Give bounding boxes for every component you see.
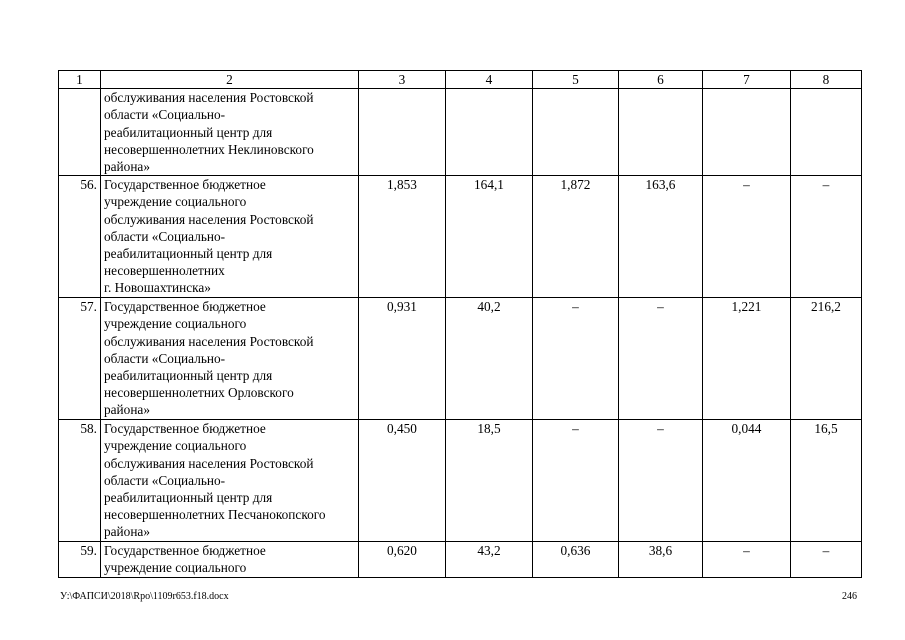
header-cell: 6 (619, 71, 703, 89)
table-row (59, 542, 862, 577)
name-line: несовершеннолетних (104, 263, 225, 279)
row-number: 58. (59, 420, 101, 542)
name-line: реабилитационный центр для (104, 124, 273, 140)
value-cell: – (791, 176, 862, 298)
name-line: реабилитационный центр для (104, 490, 273, 506)
header-cell: 5 (533, 71, 619, 89)
page-number: 246 (842, 591, 857, 602)
value-cell (791, 89, 862, 176)
row-number: 59. (59, 542, 101, 577)
value-cell: – (619, 420, 703, 542)
value-cell: – (533, 298, 619, 420)
value-cell: 0,931 (359, 298, 446, 420)
value-cell (533, 89, 619, 176)
name-line: несовершеннолетних Орловского (104, 385, 294, 401)
row-number (59, 89, 101, 176)
institution-name (101, 176, 359, 298)
value-cell: 40,2 (446, 298, 533, 420)
data-table (58, 70, 862, 578)
name-line: учреждение социального (104, 316, 247, 332)
name-line: района» (104, 524, 150, 540)
value-cell (703, 89, 791, 176)
name-line: несовершеннолетних Неклиновского (104, 141, 314, 157)
value-cell (446, 89, 533, 176)
value-cell: 1,221 (703, 298, 791, 420)
name-line: обслуживания населения Ростовской (104, 211, 314, 227)
name-line: области «Социально- (104, 472, 226, 488)
value-cell: – (619, 298, 703, 420)
header-cell: 8 (791, 71, 862, 89)
institution-name (101, 89, 359, 176)
value-cell: – (791, 542, 862, 577)
name-line: обслуживания населения Ростовской (104, 333, 314, 349)
value-cell: 38,6 (619, 542, 703, 577)
value-cell: 16,5 (791, 420, 862, 542)
value-cell: 164,1 (446, 176, 533, 298)
header-row (59, 71, 862, 89)
name-line: области «Социально- (104, 350, 226, 366)
value-cell: 1,853 (359, 176, 446, 298)
value-cell: 216,2 (791, 298, 862, 420)
value-cell: 18,5 (446, 420, 533, 542)
name-line: области «Социально- (104, 228, 226, 244)
table-row (59, 420, 862, 542)
name-line: учреждение социального (104, 438, 247, 454)
name-line: обслуживания населения Ростовской (104, 90, 314, 106)
name-line: обслуживания населения Ростовской (104, 455, 314, 471)
header-cell: 2 (101, 71, 359, 89)
value-cell: 43,2 (446, 542, 533, 577)
name-line: г. Новошахтинска» (104, 280, 211, 296)
row-number: 57. (59, 298, 101, 420)
header-cell: 4 (446, 71, 533, 89)
value-cell: 163,6 (619, 176, 703, 298)
value-cell: 0,044 (703, 420, 791, 542)
name-line: реабилитационный центр для (104, 368, 273, 384)
value-cell: 0,620 (359, 542, 446, 577)
name-line: Государственное бюджетное (104, 177, 266, 193)
value-cell: 0,636 (533, 542, 619, 577)
value-cell (619, 89, 703, 176)
name-line: несовершеннолетних Песчанокопского (104, 507, 326, 523)
table-row (59, 298, 862, 420)
value-cell: 0,450 (359, 420, 446, 542)
name-line: реабилитационный центр для (104, 246, 273, 262)
file-path: У:\ФАПСИ\2018\Rpo\1109r653.f18.docx (60, 591, 229, 602)
value-cell: 1,872 (533, 176, 619, 298)
value-cell: – (703, 176, 791, 298)
name-line: района» (104, 402, 150, 418)
value-cell (359, 89, 446, 176)
value-cell: – (703, 542, 791, 577)
value-cell: – (533, 420, 619, 542)
header-cell: 1 (59, 71, 101, 89)
row-number: 56. (59, 176, 101, 298)
name-line: учреждение социального (104, 194, 247, 210)
name-line: Государственное бюджетное (104, 299, 266, 315)
name-line: Государственное бюджетное (104, 421, 266, 437)
institution-name (101, 542, 359, 577)
table-row (59, 176, 862, 298)
name-line: Государственное бюджетное (104, 543, 266, 559)
name-line: области «Социально- (104, 107, 226, 123)
header-cell: 3 (359, 71, 446, 89)
name-line: учреждение социального (104, 560, 247, 576)
table-row (59, 89, 862, 176)
institution-name (101, 298, 359, 420)
header-cell: 7 (703, 71, 791, 89)
name-line: района» (104, 159, 150, 175)
institution-name (101, 420, 359, 542)
